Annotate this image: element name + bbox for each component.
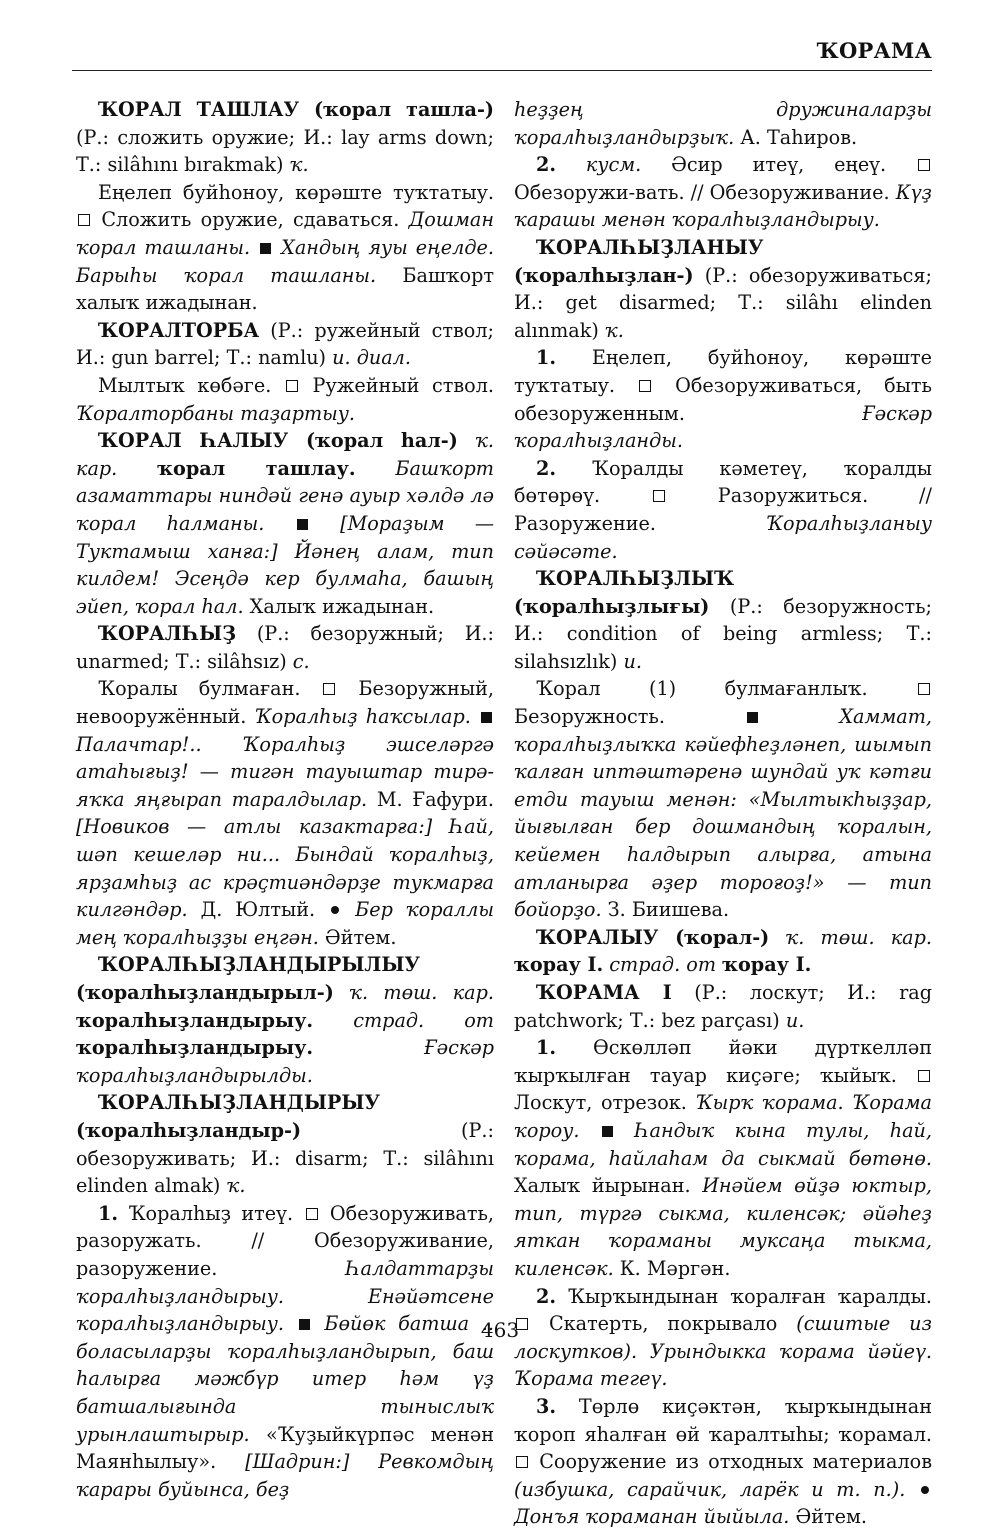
running-head: ҠОРАМА	[816, 38, 932, 63]
translation-square-icon	[78, 214, 90, 226]
entry-text: [Мораҙым — Туктамыш ханға:] Йәнең алам, тип килдем! Эсеңдә кер булмаһа, башың эйеп, ҡорал һал.	[76, 511, 495, 618]
example-black-square-icon	[747, 712, 758, 723]
header-rule	[72, 70, 932, 71]
entry-text: 1.	[98, 1201, 119, 1225]
entry-text: Ғәскәр ҡоралһыҙландырылды.	[76, 1036, 494, 1087]
dictionary-entry	[514, 924, 932, 979]
entry-text: Хаммат, ҡоралһыҙлыҡка кәйефһеҙләнеп, шымып ҡалған иптәштәренә шундай уҡ кәтғи етди тауыш менән: «Мылтыкһыҙҙар, йығылған бер дошмандың ҡоралын, кейемен һалдырып алырға, атына атланырға әҙер тороғоҙ!» — тип бойорҙо.	[514, 705, 932, 922]
entry-text: Ҡоралһыҙланыу сәйәсәте.	[514, 511, 932, 563]
entry-text: Обезоруживаться, быть обезоруженным.	[514, 373, 932, 425]
example-black-square-icon	[481, 712, 492, 723]
entry-text: ҡ. кар.	[76, 429, 494, 480]
entry-text: Бер ҡораллы мең ҡоралһыҙҙы еңгән.	[76, 898, 494, 949]
entry-text	[458, 429, 475, 452]
entry-text: Халыҡ ижадынан.	[243, 594, 435, 618]
entry-paragraph	[76, 675, 494, 951]
entry-text	[250, 236, 258, 259]
translation-square-icon	[286, 380, 298, 392]
entry-text	[342, 898, 355, 921]
translation-square-icon	[653, 490, 665, 502]
entry-text	[769, 926, 785, 949]
entry-text: Башҡорт азаматтары ниндәй генә ауыр хәлдә лә ҡорал һалманы.	[76, 456, 494, 535]
dictionary-entry	[76, 1089, 494, 1199]
entry-text	[579, 1119, 599, 1142]
example-black-square-icon	[602, 1126, 613, 1137]
dictionary-entry	[514, 234, 932, 344]
entry-paragraph	[514, 1393, 932, 1531]
entry-text: Ҡырҡ ҡорама. Ҡорама ҡороу.	[514, 1091, 932, 1142]
translation-square-icon	[918, 1070, 930, 1082]
example-black-square-icon	[297, 519, 308, 530]
entry-text	[556, 153, 586, 176]
entry-text: [Новиков — атлы казактарға:] Һай, шәп кешеләр ни... Бындай ҡоралһыҙ, ярҙамһыҙ ас крәҫтиәндәрҙе тукмарға килгәндәр.	[76, 815, 494, 922]
entry-text: ҡорал ташлау.	[157, 456, 356, 480]
entry-text: Еңелеп, буйһоноу, көрәште туҡтатыу.	[514, 346, 932, 397]
right-column	[514, 96, 932, 1531]
entry-text: Төрлө киҫәктән, ҡырҡындынан ҡороп яһалған өй ҡаралтыһы; ҡорамал.	[514, 1394, 932, 1446]
translation-square-icon	[516, 1456, 528, 1468]
entry-text: Донъя ҡораманан йыйыла.	[514, 1505, 790, 1529]
translation-square-icon	[918, 683, 930, 695]
entry-text: Сложить оружие, сдаваться.	[92, 208, 409, 232]
entry-text: Мылтыҡ көбәге.	[98, 373, 284, 397]
entry-text: Ҡоралһыҙ итеү.	[118, 1201, 304, 1225]
entry-text: 2.	[536, 153, 557, 177]
entry-text	[273, 236, 281, 259]
entry-text: Ружейный ствол.	[299, 373, 495, 397]
entry-text	[310, 512, 340, 535]
translation-square-icon	[918, 159, 930, 171]
headword: ҠОРАЛҺЫҘ	[98, 622, 237, 646]
dictionary-entry	[76, 317, 494, 372]
headword: ҠОРАЛҺЫҘЛАНДЫРЫЛЫУ (ҡоралһыҙландырыл-)	[76, 953, 420, 1004]
entry-text: ҡ.	[289, 153, 309, 177]
entry-text: Обезоружи-вать. // Обезоруживание.	[514, 180, 896, 204]
entry-text: Обезоруживать, разоружать. // Обезоруживание, разоружение.	[76, 1201, 494, 1280]
entry-text: Ҡырҡындынан ҡоралған ҡаралды.	[556, 1284, 932, 1308]
page-number: 463	[480, 1318, 520, 1342]
left-column	[76, 96, 494, 1503]
dictionary-entry	[76, 427, 494, 620]
entry-text: 3.	[536, 1394, 557, 1418]
entry-text: Ҡорал (1) булмағанлыҡ.	[536, 677, 916, 701]
entry-text: һеҙҙең дружиналарҙы ҡоралһыҙландырҙыҡ.	[514, 98, 932, 149]
entry-text	[313, 1009, 353, 1032]
entry-text: Әйтем.	[789, 1505, 868, 1529]
entry-text: Бөйөк батша .. боласыларҙы ҡоралһыҙландырып, баш һалырға мәжбүр итер һәм үҙ батшалығында тыныслыҡ урынлаштырыр.	[76, 1312, 494, 1446]
entry-text: ҡ.	[226, 1174, 246, 1198]
entry-text: 2.	[536, 1284, 557, 1308]
dictionary-entry	[76, 620, 494, 675]
entry-paragraph	[514, 455, 932, 565]
entry-text: кусм.	[585, 153, 642, 177]
entry-text: ҡ. төш. кар.	[785, 925, 932, 949]
entry-text: (сшитые из лоскутков). Урындыкка ҡорама йәйеү. Ҡорама тегеү.	[514, 1312, 932, 1391]
entry-text: (Р.: лоскут; И.: rag patchwork; Т.: bez parçası)	[514, 981, 932, 1032]
entry-text: Разоружиться. // Разоружение.	[514, 484, 932, 535]
translation-square-icon	[639, 380, 651, 392]
entry-text	[334, 981, 349, 1004]
entry-text: Скатерть, покрывало	[530, 1312, 797, 1336]
entry-text: Күҙ ҡарашы менән ҡоралһыҙландырыу.	[514, 180, 932, 232]
entry-text: Башҡорт халыҡ ижадынан.	[76, 263, 494, 315]
entry-text: Хандың яуы еңелде. Барыһы ҡорал ташланы.	[76, 235, 494, 287]
entry-text: Ҡоралы булмаған.	[98, 677, 322, 701]
entry-text	[117, 457, 157, 480]
translation-square-icon	[306, 1208, 318, 1220]
dictionary-entry	[514, 565, 932, 675]
entry-text: З. Биишева.	[601, 898, 730, 922]
entry-text: с.	[292, 649, 310, 673]
headword: ҠОРАЛТОРБА	[98, 318, 260, 342]
entry-text: [Шадрин:] Ревкомдың ҡарары буйынса, беҙ	[76, 1450, 495, 1501]
entry-text	[356, 457, 396, 480]
entry-text: Ҡоралды кәметеү, ҡоралды бөтөрөү.	[514, 456, 932, 508]
entry-paragraph	[514, 1034, 932, 1282]
entry-text: Һандыҡ кына тулы, һай, ҡорама, һайлаһам да сыкмай бөтөнө.	[514, 1118, 932, 1170]
entry-text: Һалдаттарҙы ҡоралһыҙландырыу. Енәйәтсене ҡоралһыҙландырыу.	[76, 1256, 494, 1336]
entry-text: Әсир итеү, еңеү.	[641, 153, 916, 177]
entry-text: ҡорау I.	[722, 953, 812, 977]
entry-text	[760, 705, 840, 728]
entry-text: и.	[623, 649, 642, 673]
entry-text: Палачтар!.. Ҡоралһыҙ эшселәргә атаһығыҙ! — тигән тауыштар тирә-яҡка яңғырап таралдылар.	[76, 732, 494, 811]
entry-paragraph	[514, 151, 932, 234]
entry-text: (Р.: безоружный; И.: unarmed; Т.: silâhsız)	[76, 622, 494, 673]
entry-text: 2.	[536, 456, 557, 480]
entry-text: Еңелеп буйһоноу, көрәште туҡтатыу.	[98, 180, 494, 204]
entry-text: (Р.: обезоруживаться; И.: get disarmed; Т.: silâhı elinden alınmak)	[514, 263, 932, 342]
entry-text: ҡорау I.	[514, 953, 604, 977]
entry-text: и.	[785, 1008, 805, 1032]
entry-paragraph	[514, 675, 932, 923]
entry-text: ҡ.	[604, 318, 624, 342]
entry-text: Өскөлләп йәки дүрткелләп ҡырҡылған тауар киҫәге; ҡыйыҡ.	[514, 1036, 932, 1087]
dictionary-entry	[76, 96, 494, 179]
entry-text: ҡоралһыҙландырыу.	[76, 1008, 314, 1032]
entry-text: К. Мәргән.	[613, 1256, 731, 1280]
entry-text	[471, 705, 479, 728]
entry-text	[905, 1478, 918, 1501]
entry-text: Д. Юлтый.	[187, 898, 329, 922]
example-black-square-icon	[260, 243, 271, 254]
headword: ҠОРАЛ ТАШЛАУ (ҡорал ташла-)	[98, 98, 494, 121]
entry-text: «Ҡуҙыйкүрпәс менән Маянһылыу».	[76, 1422, 494, 1474]
entry-text: (Р.: безоружность; И.: condition of being armless; Т.: silahsızlık)	[514, 594, 932, 673]
entry-text: Ҡоралторбаны таҙартыу.	[76, 401, 356, 425]
headword: ҠОРАМА I	[536, 981, 672, 1004]
entry-text: ҡоралһыҙландырыу.	[76, 1036, 314, 1060]
entry-text: Безоружность.	[514, 705, 745, 729]
entry-text: М. Ғафури.	[367, 787, 494, 811]
entry-text: А. Таһиров.	[734, 125, 858, 149]
entry-text: Халыҡ йырынан.	[514, 1174, 703, 1198]
headword: ҠОРАЛҺЫҘЛЫҠ (ҡоралһыҙлығы)	[514, 567, 735, 618]
entry-paragraph	[76, 179, 494, 317]
entry-text: страд. от	[609, 953, 717, 977]
entry-text: Лоскут, отрезок.	[514, 1091, 696, 1115]
entry-text: (Р.: ружейный ствол; И.: gun barrel; Т.: namlu)	[76, 318, 494, 370]
entry-text: Әйтем.	[318, 925, 397, 949]
proverb-bullet-icon	[921, 1486, 929, 1494]
entry-text: страд. от	[353, 1008, 494, 1032]
entry-text: Ғәскәр ҡоралһыҙланды.	[514, 401, 932, 453]
proverb-bullet-icon	[331, 906, 339, 914]
entry-text: (избушка, сарайчик, ларёк и т. п.).	[514, 1477, 906, 1501]
entry-text	[615, 1119, 635, 1142]
entry-text: (Р.: сложить оружие; И.: lay arms down; Т.: silâhını bırakmak)	[76, 125, 494, 177]
entry-text: ҡ. төш. кар.	[349, 981, 494, 1004]
entry-text	[264, 512, 294, 535]
entry-text: Инәйем өйҙә юктыр, тип, түргә сыкма, киленсәк; әйәһеҙ яткан ҡораманы муксаңа тыкма, киленсәк.	[514, 1174, 932, 1280]
dictionary-entry	[76, 951, 494, 1089]
entry-text: Сооружение из отходных материалов	[530, 1450, 932, 1474]
entry-paragraph	[76, 372, 494, 427]
entry-text	[313, 1036, 424, 1059]
headword: ҠОРАЛҺЫҘЛАНЫУ (ҡоралһыҙлан-)	[514, 235, 764, 287]
entry-text: и. диал.	[332, 346, 411, 370]
headword: ҠОРАЛҺЫҘЛАНДЫРЫУ (ҡоралһыҙландыр-)	[76, 1091, 380, 1142]
entry-text: 1.	[536, 346, 557, 370]
entry-text: Безоружный, невооружённый.	[76, 677, 494, 729]
headword: ҠОРАЛ ҺАЛЫУ (ҡорал һал-)	[98, 429, 458, 453]
headword: ҠОРАЛЫУ (ҡорал-)	[536, 925, 770, 949]
entry-text: Ҡоралһыҙ һаҡсылар.	[254, 705, 471, 729]
dictionary-entry	[514, 979, 932, 1034]
entry-paragraph	[514, 96, 932, 151]
entry-paragraph	[514, 344, 932, 454]
translation-square-icon	[323, 683, 335, 695]
entry-text: 1.	[536, 1036, 557, 1060]
entry-text: (Р.: обезоруживать; И.: disarm; Т.: silâhını elinden almak)	[76, 1118, 494, 1198]
entry-text: Дошман ҡорал ташланы.	[76, 208, 494, 259]
entry-paragraph	[76, 1200, 494, 1504]
